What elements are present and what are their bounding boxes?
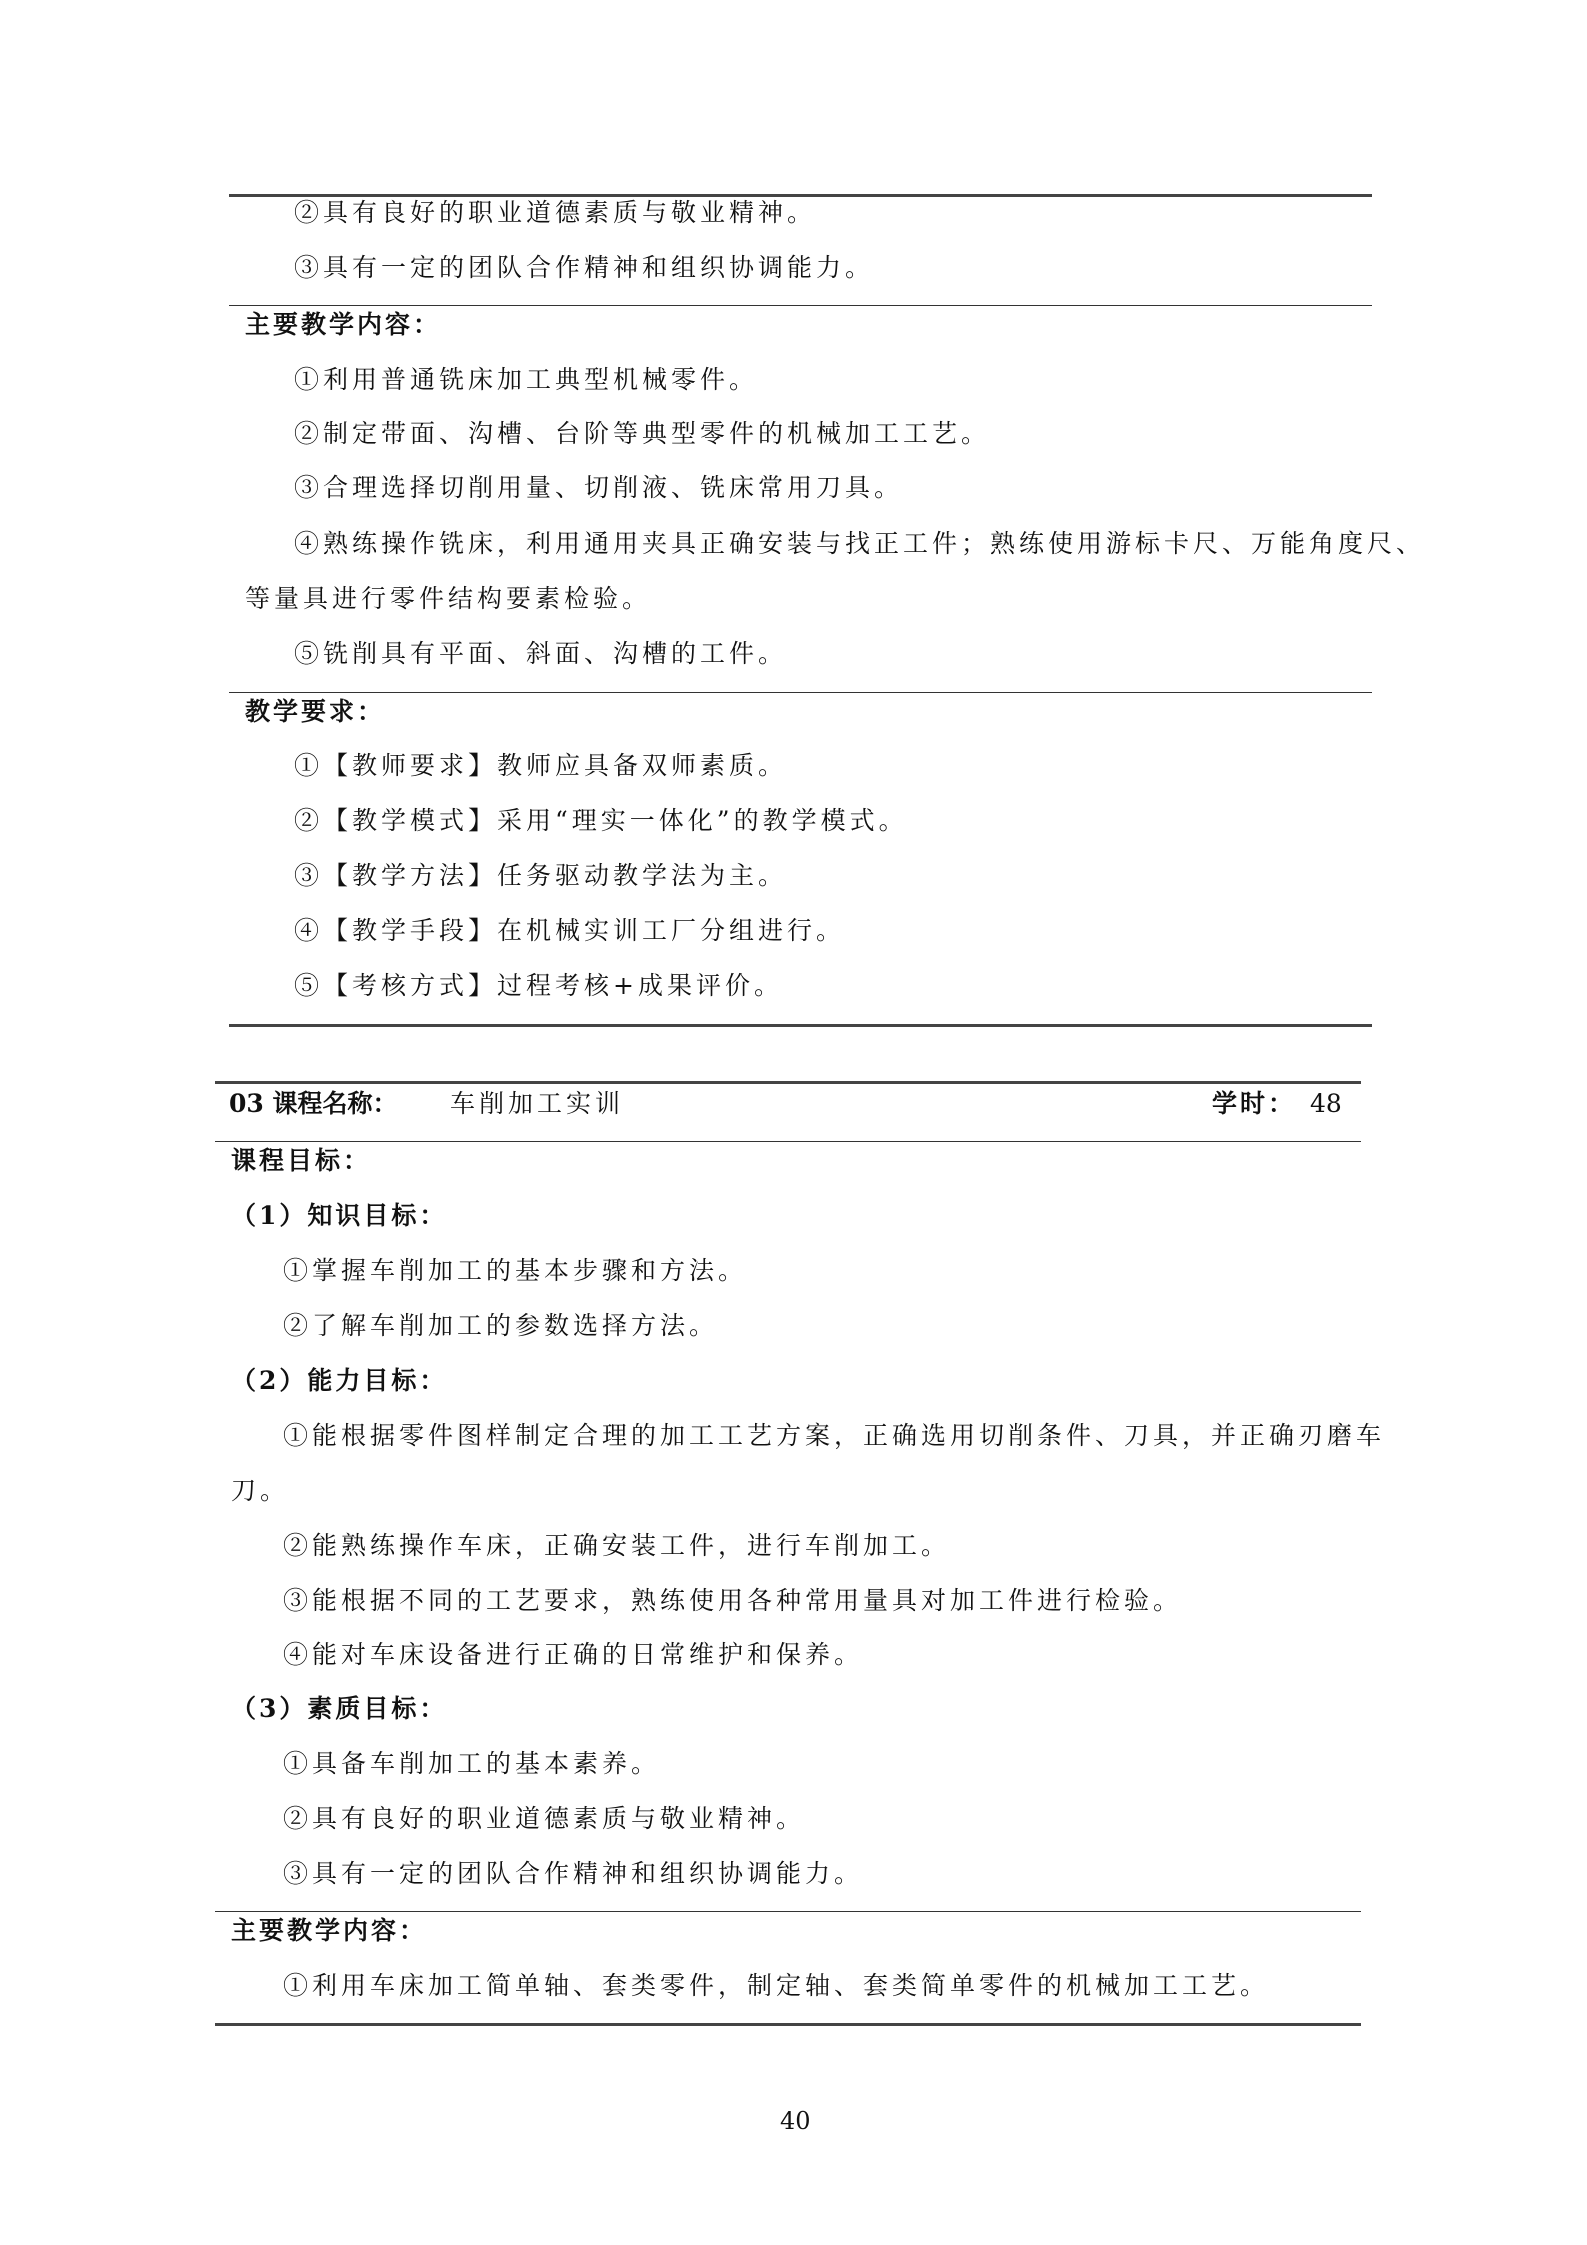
list-item: ④熟练操作铣床，利用通用夹具正确安装与找正工件；熟练使用游标卡尺、万能角度尺、	[294, 529, 1426, 558]
divider	[215, 1911, 1361, 1912]
list-item: 等量具进行零件结构要素检验。	[245, 584, 652, 613]
list-item: ④能对车床设备进行正确的日常维护和保养。	[283, 1640, 864, 1669]
list-item: ①利用车床加工简单轴、套类零件，制定轴、套类简单零件的机械加工工艺。	[283, 1971, 1270, 2000]
list-item: ②【教学模式】采用“理实一体化”的教学模式。	[294, 806, 908, 835]
hours-label: 学时：	[1212, 1089, 1297, 1118]
course-name: 车削加工实训	[450, 1089, 625, 1118]
list-item: ②具有良好的职业道德素质与敬业精神。	[283, 1804, 806, 1833]
divider	[229, 692, 1372, 693]
hours-value: 48	[1310, 1089, 1342, 1118]
list-item: ③具有一定的团队合作精神和组织协调能力。	[294, 253, 875, 282]
page-number: 40	[780, 2107, 811, 2135]
list-item: ③【教学方法】任务驱动教学法为主。	[294, 861, 788, 890]
section-heading: 主要教学内容：	[245, 310, 442, 339]
quality-heading: （3）素质目标：	[231, 1694, 448, 1723]
course-top-rule	[215, 1081, 1361, 1084]
list-item: ②能熟练操作车床，正确安装工件，进行车削加工。	[283, 1531, 951, 1560]
section-heading: 教学要求：	[245, 697, 386, 726]
list-item: ③能根据不同的工艺要求，熟练使用各种常用量具对加工件进行检验。	[283, 1586, 1183, 1615]
divider	[229, 305, 1372, 306]
list-item: ①能根据零件图样制定合理的加工工艺方案，正确选用切削条件、刀具，并正确刃磨车	[283, 1421, 1386, 1450]
list-item: ②制定带面、沟槽、台阶等典型零件的机械加工工艺。	[294, 419, 991, 448]
list-item: ①利用普通铣床加工典型机械零件。	[294, 365, 759, 394]
list-item: ②了解车削加工的参数选择方法。	[283, 1311, 719, 1340]
list-item: ③合理选择切削用量、切削液、铣床常用刀具。	[294, 473, 904, 502]
list-item: 刀。	[231, 1476, 290, 1505]
list-item: ⑤【考核方式】过程考核+成果评价。	[294, 971, 783, 1000]
divider	[215, 1141, 1361, 1142]
content-heading: 主要教学内容：	[231, 1916, 428, 1945]
goal-heading: 课程目标：	[231, 1146, 372, 1175]
course-bottom-rule	[215, 2023, 1361, 2026]
list-item: ③具有一定的团队合作精神和组织协调能力。	[283, 1859, 864, 1888]
block-bottom-rule	[229, 1024, 1372, 1027]
list-item: ⑤铣削具有平面、斜面、沟槽的工件。	[294, 639, 788, 668]
knowledge-heading: （1）知识目标：	[231, 1201, 448, 1230]
list-item: ①具备车削加工的基本素养。	[283, 1749, 661, 1778]
top-rule	[229, 194, 1372, 197]
list-item: ④【教学手段】在机械实训工厂分组进行。	[294, 916, 846, 945]
course-label: 03 课程名称：	[229, 1089, 398, 1118]
ability-heading: （2）能力目标：	[231, 1366, 448, 1395]
list-item: ①掌握车削加工的基本步骤和方法。	[283, 1256, 748, 1285]
list-item: ②具有良好的职业道德素质与敬业精神。	[294, 198, 817, 227]
list-item: ①【教师要求】教师应具备双师素质。	[294, 751, 788, 780]
